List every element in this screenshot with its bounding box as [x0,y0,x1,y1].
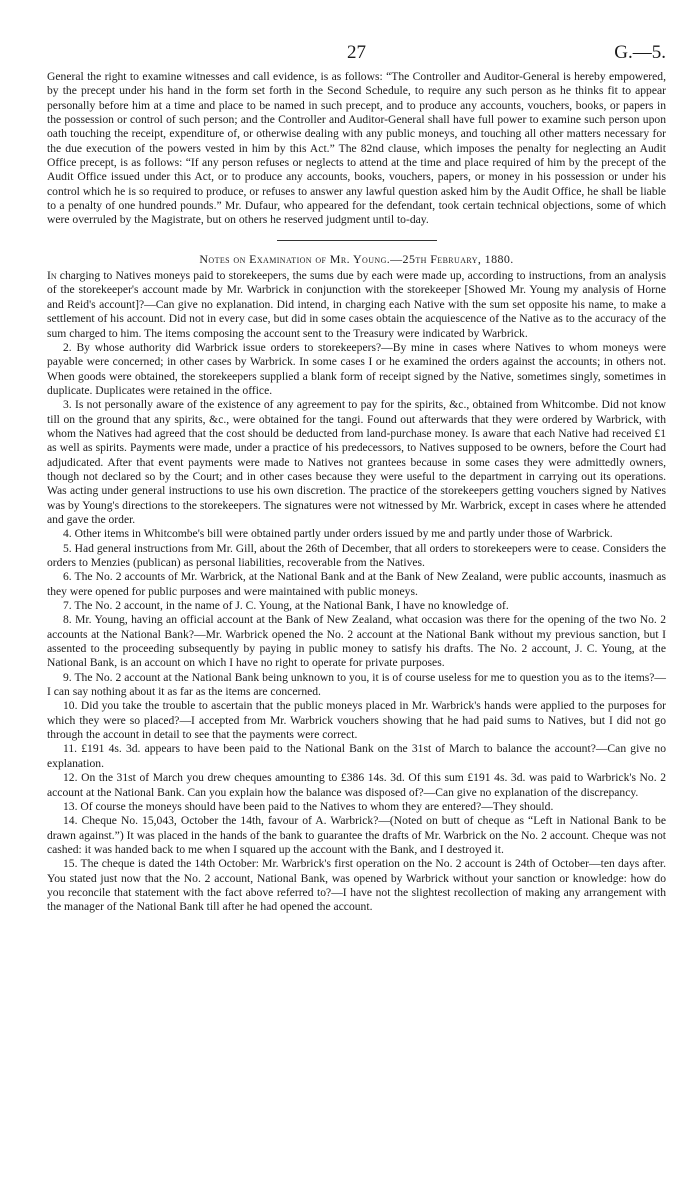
page-header [47,0,666,70]
numbered-paragraph-15: 15. The cheque is dated the 14th October: Mr. Warbrick's first operation on the No. 2 account is 24th of October—ten days after. You stated just now that the No. 2 account, National Bank, was opened by Warbrick without your sanction or knowledge: how do you reconcile that statement with the fact above referred to?—I have not the slightest recollection of making any arrangement with the manager of the National Bank till after he had opened the account. [47,857,666,914]
numbered-paragraph-8: 8. Mr. Young, having an official account at the Bank of New Zealand, what occasion was there for the opening of the two No. 2 accounts at the National Bank?—Mr. Warbrick opened the No. 2 account at the National Bank without my previous sanction, but I assented to the proceeding subsequently by paying in public money to satisfy his drafts. The No. 2 account, J. C. Young, at the National Bank, is an account on which I have no right to operate for private purposes. [47,613,666,670]
body-text [47,70,666,915]
numbered-paragraph-7: 7. The No. 2 account, in the name of J. C. Young, at the National Bank, I have no knowledge of. [63,599,509,613]
numbered-paragraph-4: 4. Other items in Whitcombe's bill were obtained partly under orders issued by me and partly under those of Warbrick. [63,527,613,541]
numbered-paragraph-2: 2. By whose authority did Warbrick issue orders to storekeepers?—By mine in cases where Natives to whom moneys were payable were concerned; in other cases by Warbrick. In some cases I or he examined the orders against the accounts; in others not. When goods were obtained, the storekeepers supplied a blank form of receipt signed by the Native, sometimes singly, sometimes in duplicate. Duplicates were retained in the office. [47,340,666,397]
section-heading: Notes on Examination of Mr. Young.—25th February, 1880. [199,251,514,266]
numbered-paragraph-3: 3. Is not personally aware of the existence of any agreement to pay for the spirits, &c., obtained from Whitcombe. Did not know till on the ground that any spirits, &c., were obtained for the tangi. Found out afterwards that they were ordered by Warbrick, with whom the Natives had agreed that the cost should be deducted from land-purchase money. Is aware that each Native had received £1 as well as spirits. Payments were made, under a practice of his predecessors, to Natives supposed to be owners, before the Court had adjudicated. After that event payments were made to Natives not grantees because in some cases they were admittedly owners, though not declared so by the Court; and in other cases because they were useful to the department in carrying out its operations. Was acting under general instructions to use his own discretion. The practice of the storekeepers getting vouchers signed by Natives was by Young's directions to the storekeepers. The signatures were not witnessed by Mr. Warbrick, except in cases where he attended and gave the order. [47,398,666,526]
numbered-paragraph-12: 12. On the 31st of March you drew cheques amounting to £386 14s. 3d. Of this sum £191 4s. 3d. was paid to Warbrick's No. 2 account at the National Bank. Can you explain how the balance was disposed of?—Can give no explanation of the discrepancy. [47,771,666,799]
numbered-paragraph-10: 10. Did you take the trouble to ascertain that the public moneys placed in Mr. Warbrick's hands were applied to the purposes for which they were so placed?—I accepted from Mr. Warbrick vouchers showing that he had paid sums to Natives, but I did not go through the account in detail to see that the payments were correct. [47,699,666,742]
numbered-paragraph-13: 13. Of course the moneys should have been paid to the Natives to whom they are entered?—They should. [63,799,554,813]
numbered-paragraph-6: 6. The No. 2 accounts of Mr. Warbrick, at the National Bank and at the Bank of New Zealand, were public accounts, inasmuch as they were opened for public purposes and were maintained with public moneys. [47,570,666,598]
section-divider [277,240,437,241]
paragraph-lead-word: In [47,269,57,283]
paragraph-text: charging to Natives moneys paid to storekeepers, the sums due by each were made up, according to instructions, from an analysis of the storekeeper's account made by Mr. Warbrick in conjunction with the storekeeper [Showed Mr. Young my analysis of Horne and Reid's account]?—Can give no explanation. Did intend, in charging each Native with the sum set opposite his name, to make a settlement of his account. Did not in every case, but did in some cases obtain the acquiescence of the Native as to the accuracy of the sum charged to him. The items composing the account sent to the Treasury were indicated by Warbrick. [47,269,666,340]
numbered-paragraph-9: 9. The No. 2 account at the National Bank being unknown to you, it is of course useless for me to question you as to the items?—I can say nothing about it as far as the items are concerned. [47,670,666,699]
numbered-paragraph-14: 14. Cheque No. 15,043, October the 14th, favour of A. Warbrick?—(Noted on butt of cheque as “Left in National Bank to be drawn against.”) It was placed in the hands of the bank to guarantee the drafts of Mr. Warbrick on the No. 2 account. Cheque was not cashed: it was handed back to me when I squared up the account with the Bank, and I destroyed it. [47,814,666,856]
series-mark: G.—5. [614,42,666,63]
page-number: 27 [347,42,366,63]
intro-paragraph: General the right to examine witnesses and call evidence, is as follows: “The Controller and Auditor-General is hereby empowered, by the precept under his hand in the form set forth in the Second Schedule, to require any such person as he thinks fit to appear personally before him at a time and place to be named in such precept, and to produce any accounts, vouchers, books, or papers in the possession or control of such person; and the Controller and Auditor-General shall have full power to examine such person upon oath touching the receipt, expenditure of, or otherwise dealing with any public moneys, and touching all other matters necessary for the due execution of the powers vested in him by this Act.” The 82nd clause, which imposes the penalty for neglecting an Audit Office precept, is as follows: “If any person refuses or neglects to attend at the time and place required of him by the precept of the Audit Office issued under this Act, or to produce any accounts, books, vouchers, papers, or money in his possession or under his control which he is so required to produce, or refuses to answer any lawful question asked him by the Audit Office, he shall be liable to a penalty of one hundred pounds.” Mr. Dufaur, who appeared for the defendant, took certain technical objections, some of which were overruled by the Magistrate, but on others he reserved judgment until to-day. [47,70,666,227]
numbered-paragraph-1 [47,269,666,341]
numbered-paragraph-11: 11. £191 4s. 3d. appears to have been paid to the National Bank on the 31st of March to balance the account?—Can give no explanation. [47,742,666,770]
numbered-paragraph-5: 5. Had general instructions from Mr. Gill, about the 26th of December, that all orders to storekeepers were to cease. Considers the orders to Menzies (publican) as personal liabilities, recoverable from the Natives. [47,541,666,569]
